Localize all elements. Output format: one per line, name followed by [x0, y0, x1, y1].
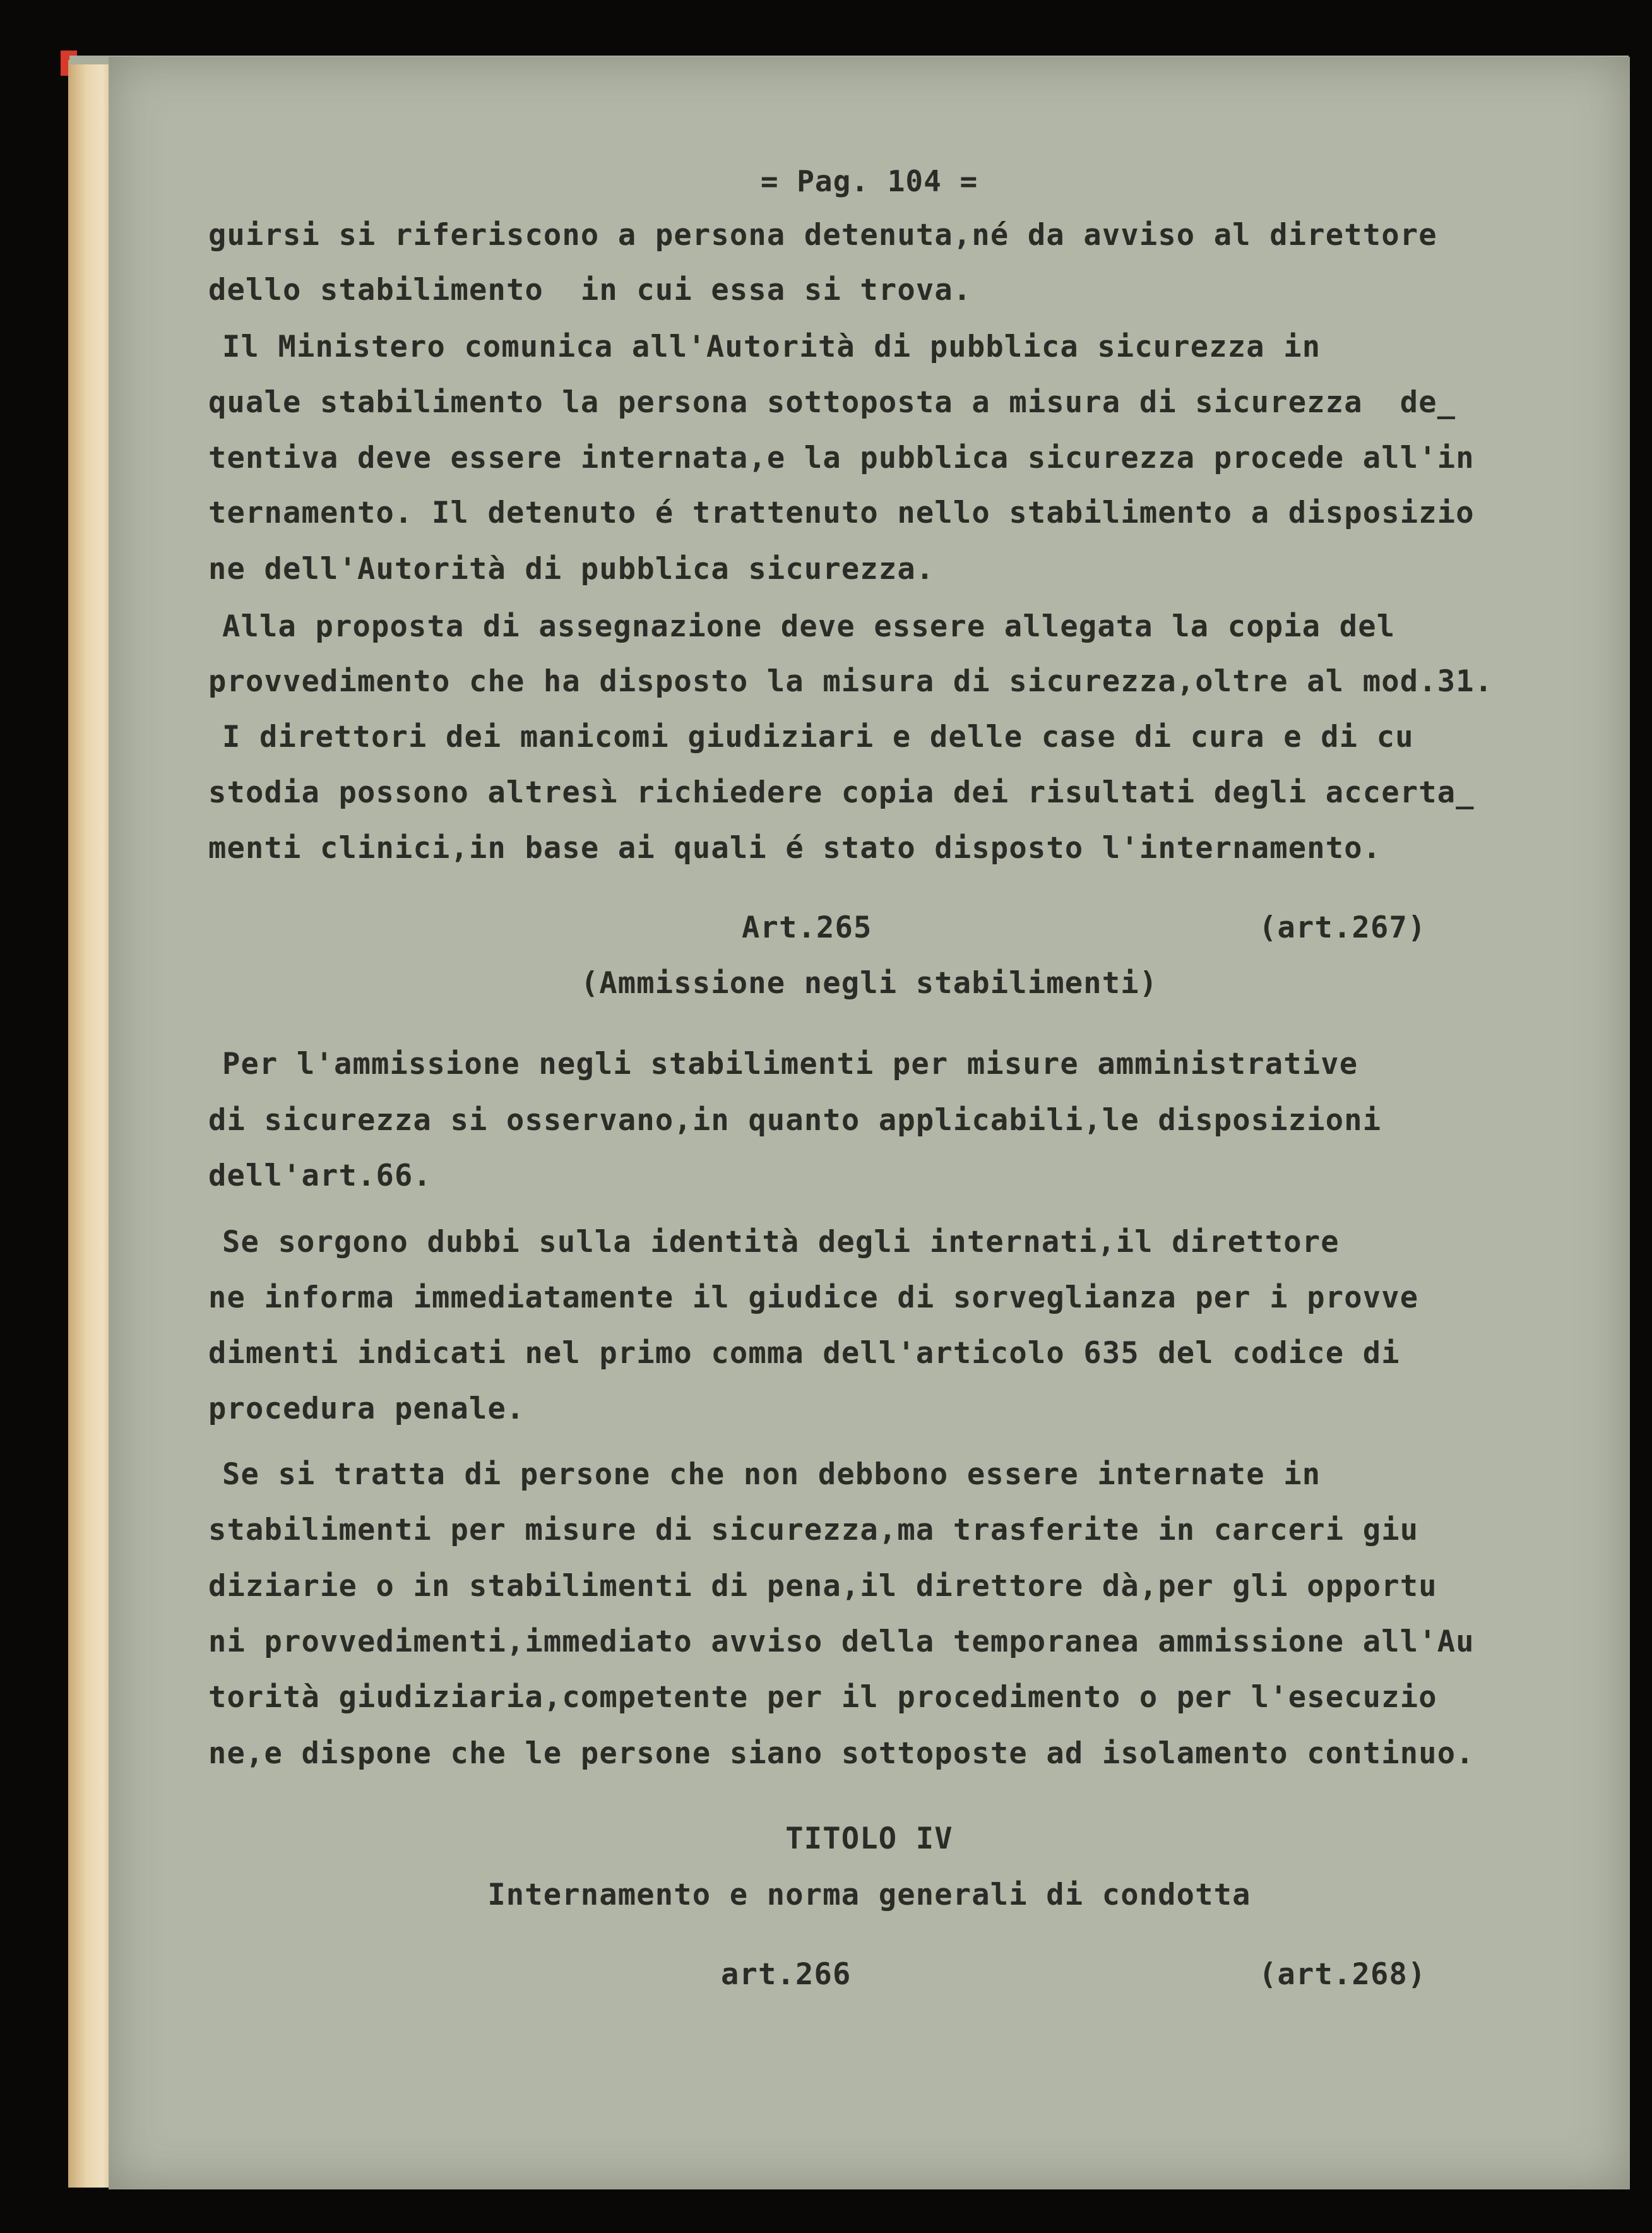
text-line: I direttori dei manicomi giudiziari e delle case di cura e di cu — [148, 720, 1414, 754]
page-edge — [68, 60, 114, 2188]
article-title: (Ammissione negli stabilimenti) — [580, 966, 1158, 1001]
text-line: dello stabilimento in cui essa si trova. — [208, 273, 972, 307]
text-line: stabilimenti per misure di sicurezza,ma trasferite in carceri giu — [208, 1513, 1419, 1547]
text-line: stodia possono altresì richiedere copia dei risultati degli accerta_ — [208, 775, 1475, 810]
text-line: provvedimento che ha disposto la misura di sicurezza,oltre al mod.31. — [208, 664, 1494, 699]
article-number: art.266 — [721, 1957, 852, 1992]
text-line: dell'art.66. — [208, 1158, 432, 1193]
text-line: quale stabilimento la persona sottoposta a misura di sicurezza de_ — [208, 385, 1456, 420]
text-line: Se si tratta di persone che non debbono essere internate in — [148, 1457, 1321, 1492]
text-line: torità giudiziaria,competente per il procedimento o per l'esecuzio — [208, 1680, 1437, 1715]
page-number: = Pag. 104 = — [760, 164, 978, 198]
text-line: dimenti indicati nel primo comma dell'articolo 635 del codice di — [208, 1336, 1400, 1371]
article-number: Art.265 — [742, 910, 872, 945]
text-line: ne,e dispone che le persone siano sottoposte ad isolamento continuo. — [208, 1736, 1475, 1771]
article-reference: (art.268) — [1259, 1957, 1427, 1992]
text-line: di sicurezza si osservano,in quanto applicabili,le disposizioni — [208, 1103, 1382, 1138]
text-line: ne dell'Autorità di pubblica sicurezza. — [208, 552, 935, 587]
document-page — [109, 57, 1630, 2189]
text-line: diziarie o in stabilimenti di pena,il direttore dà,per gli opportu — [208, 1569, 1437, 1604]
section-heading: TITOLO IV — [785, 1821, 953, 1856]
text-line: ternamento. Il detenuto é trattenuto nello stabilimento a disposizio — [208, 496, 1475, 530]
text-line: Alla proposta di assegnazione deve essere allegata la copia del — [148, 609, 1396, 644]
text-line: ni provvedimenti,immediato avviso della temporanea ammissione all'Au — [208, 1624, 1475, 1659]
section-subtitle: Internamento e norma generali di condotta — [487, 1878, 1251, 1912]
text-line: tentiva deve essere internata,e la pubblica sicurezza procede all'in — [208, 441, 1475, 475]
text-line: menti clinici,in base ai quali é stato disposto l'internamento. — [208, 831, 1382, 866]
text-line: Se sorgono dubbi sulla identità degli internati,il direttore — [148, 1225, 1340, 1259]
text-line: Per l'ammissione negli stabilimenti per misure amministrative — [148, 1047, 1358, 1081]
text-line: Il Ministero comunica all'Autorità di pubblica sicurezza in — [148, 330, 1321, 364]
text-line: ne informa immediatamente il giudice di sorveglianza per i provve — [208, 1280, 1419, 1315]
article-reference: (art.267) — [1259, 910, 1427, 945]
text-line: guirsi si riferiscono a persona detenuta,né da avviso al direttore — [208, 218, 1437, 253]
document-body — [109, 57, 1630, 1992]
text-line: procedura penale. — [208, 1391, 525, 1426]
